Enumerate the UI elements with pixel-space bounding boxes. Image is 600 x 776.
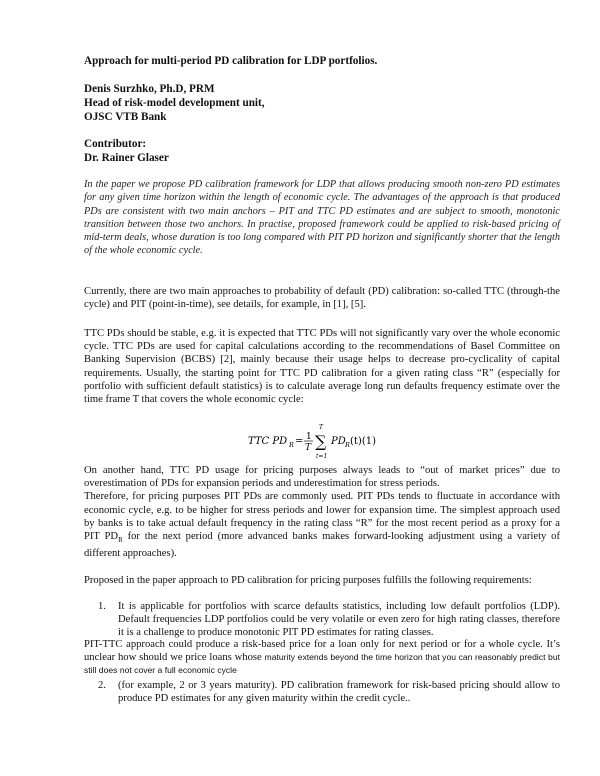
- contributor-block: [84, 137, 560, 165]
- paragraph-ttc-pd: TTC PDs should be stable, e.g. it is expected that TTC PDs will not significantly vary over the whole economic cycle. TTC PDs are used for capital calculations according to the recommendations of Basel Committee on Banking Supervision (BCBS) [2], mainly because their usage helps to decrease pro-cyclicality of capital requirements. Usually, the starting point for TTC PD calibration for a given rating class “R” (especially for portfolio with sufficient default statistics) is to calculate average long run defaults frequency estimate over the time frame T that covers the whole economic cycle:: [84, 328, 560, 406]
- list-item-text: (for example, 2 or 3 years maturity). PD calibration framework for risk-based pricing should allow to produce PD estimates for any given maturity within the credit cycle..: [118, 680, 560, 705]
- formula-equals: =: [295, 436, 304, 447]
- paper-title: Approach for multi-period PD calibration for LDP portfolios.: [84, 55, 378, 67]
- paragraph-approaches: Currently, there are two main approaches to probability of default (PD) calibration: so-called TTC (through-the cycle) and PIT (point-in-time), see details, for example, in [1], [5].: [84, 286, 560, 311]
- list-item: [98, 600, 560, 640]
- contributor-label: Contributor:: [84, 138, 147, 150]
- paragraph-pit-pd: [84, 464, 560, 561]
- author-block: [84, 82, 560, 124]
- formula-term-sub: R: [345, 441, 350, 449]
- formula-sum-lower: t=1: [316, 453, 328, 460]
- formula-frac-den: T: [305, 443, 312, 453]
- paragraph-ttc-pricing: On another hand, TTC PD usage for pricing purposes always leads to “out of market prices” due to overestimation of PDs for expansion periods and underestimation for stress periods.: [84, 465, 560, 490]
- formula-frac-num: 1: [306, 432, 312, 442]
- pit-ttc-text: PIT-TTC approach could produce a risk-based price for a loan only for next period or for a whole cycle. It’s unclear how should we price loans whose: [84, 639, 560, 664]
- author-name: Denis Surzhko, Ph.D, PRM: [84, 83, 215, 95]
- list-number: 1.: [98, 601, 106, 612]
- ttc-pd-formula: [248, 422, 388, 462]
- author-organization: OJSC VTB Bank: [84, 111, 167, 123]
- list-item: [98, 679, 560, 705]
- list-number: 2.: [98, 680, 106, 691]
- author-position: Head of risk-model development unit,: [84, 97, 265, 109]
- formula-lhs: TTC PD: [248, 436, 288, 447]
- paragraph-requirements: Proposed in the paper approach to PD calibration for pricing purposes fulfills the following requirements:: [84, 575, 532, 586]
- formula-term: PD: [331, 436, 346, 447]
- list-item-text: It is applicable for portfolios with scarce defaults statistics, including low default portfolios (LDP). Default frequencies LDP portfolios could be very volatile or even zero for high rating classes, therefore it is a challenge to produce monotonic PIT PD estimates for rating classes.: [118, 601, 560, 639]
- abstract: In the paper we propose PD calibration framework for LDP that allows producing smooth non-zero PD estimates for any given time horizon within the length of economic cycle. The advantages of the approach is that produced PDs are consistent with two main anchors – PIT and TTC PD estimates and are subject to smooth, monotonic transition between those two anchors. In practise, proposed framework could be applied to risk-based pricing of mid-term deals, whose duration is too long compared with PIT PD horizon and significantly shorter that the length of the whole economic cycle.: [84, 179, 560, 257]
- pit-ttc-text-small: maturity extends beyond the time horizon that you can reasonably predict but still does not cover a full economic cycle: [84, 652, 560, 676]
- contributor-name: Dr. Rainer Glaser: [84, 152, 169, 164]
- pit-text: Therefore, for pricing purposes PIT PDs are commonly used. PIT PDs tends to fluctuate in accordance with economic cycle, e.g. to be higher for stress periods and lower for expansion time. The simplest approach used by banks is to take actual default frequency in the rating class “R” for the most recent period as a proxy for a PIT PD: [84, 491, 560, 543]
- paragraph-pit-usage: [84, 490, 560, 560]
- formula-sum-upper: T: [319, 424, 324, 431]
- formula-lhs-sub: R: [289, 441, 294, 449]
- pit-subscript: R: [118, 536, 123, 545]
- sum-symbol: ∑: [315, 432, 327, 451]
- formula-term-arg: (t)(1): [350, 436, 376, 447]
- paragraph-pit-ttc-pricing: [84, 638, 560, 678]
- pit-text-end: for the next period (more advanced banks makes forward-looking adjustment using a variety of different approaches).: [84, 531, 561, 560]
